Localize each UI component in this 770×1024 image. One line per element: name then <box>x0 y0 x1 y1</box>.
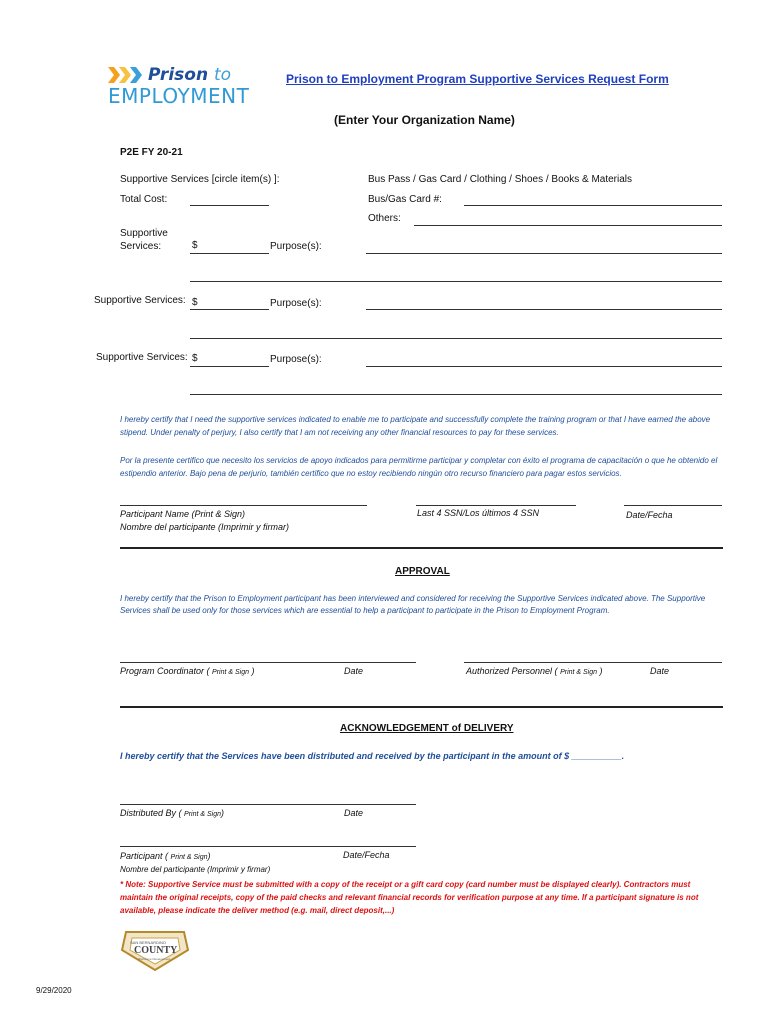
row2-amount-field[interactable] <box>190 309 269 310</box>
participant-name-label: Participant Name (Print & Sign) <box>120 509 246 519</box>
ssn-label: Last 4 SSN/Los últimos 4 SSN <box>417 508 540 518</box>
row2-label: Supportive Services: <box>94 295 186 306</box>
approval-date-label: Date <box>344 666 364 676</box>
others-field[interactable] <box>414 225 722 226</box>
footer-date: 9/29/2020 <box>36 986 72 995</box>
ack-date-label: Date <box>344 808 364 818</box>
seal-main-text: COUNTY <box>134 945 178 956</box>
date-line[interactable] <box>624 505 722 506</box>
logo-word-to: to <box>213 65 232 85</box>
row2-dollar: $ <box>192 297 198 308</box>
submission-note: * Note: Supportive Service must be submitted with a copy of the receipt or a gift card copy (card number must be displayed clearly). Contractors must maintain the original receipts, copy of the paid checks and relevant financial records for verification purpose at any time. If a participant signature is not available, please indicate the deliver method (e.g. mail, direct deposit,...) <box>120 880 699 915</box>
coordinator-sign-line[interactable] <box>120 662 416 663</box>
divider <box>120 547 723 549</box>
organization-logo <box>108 64 248 108</box>
ack-date-fecha-label: Date/Fecha <box>343 850 390 860</box>
card-number-field[interactable] <box>464 205 722 206</box>
row1-dollar: $ <box>192 240 198 251</box>
row3-amount-field[interactable] <box>190 366 269 367</box>
card-number-label: Bus/Gas Card #: <box>368 194 442 205</box>
logo-word-prison: Prison <box>148 65 209 85</box>
participant-ack-label: Participant ( Print & Sign) <box>120 851 211 861</box>
divider-2 <box>120 706 723 708</box>
ack-heading: ACKNOWLEDGEMENT of DELIVERY <box>340 723 514 734</box>
participant-sign-line[interactable] <box>120 505 367 506</box>
ack-text: I hereby certify that the Services have been distributed and received by the participant in the amount of $ __________. <box>120 751 625 761</box>
certification-spanish: Por la presente certifico que necesito los servicios de apoyo indicados para permitirme participar y completar con éxito el programa de capacitación o que he obtenido el estipendio anterior. Bajo pena de perjurio, también certifico que no estoy recibiendo ningún otro recurso financiero para pagar estos servicios. <box>120 456 718 478</box>
fiscal-year: P2E FY 20-21 <box>120 147 183 158</box>
row3-dollar: $ <box>192 353 198 364</box>
authorized-label: Authorized Personnel ( Print & Sign ) <box>466 666 603 676</box>
county-seal <box>118 928 192 972</box>
date-fecha-label: Date/Fecha <box>626 510 673 520</box>
supportive-services-label: Supportive Services [circle item(s) ]: <box>120 174 280 185</box>
row3-purpose-field-2[interactable] <box>190 394 722 395</box>
row2-purpose-field[interactable] <box>366 309 722 310</box>
approval-heading: APPROVAL <box>395 566 450 577</box>
seal-top-text: SAN BERNARDINO <box>130 940 167 945</box>
row1-purpose-field-2[interactable] <box>190 281 722 282</box>
approval-date2-label: Date <box>650 666 670 676</box>
authorized-sign-line[interactable] <box>464 662 722 663</box>
total-cost-field[interactable] <box>190 205 269 206</box>
row3-purpose-label: Purpose(s): <box>270 354 322 365</box>
service-items: Bus Pass / Gas Card / Clothing / Shoes / Books & Materials <box>368 174 633 185</box>
approval-text: I hereby certify that the Prison to Employment participant has been interviewed and considered for receiving the Supportive Services indicated above. The Supportive Services shall be used only for those services which are essential to help a participant to participate in the Prison to Employment Program. <box>120 594 706 615</box>
form-title-link[interactable]: Prison to Employment Program Supportive Services Request Form <box>286 72 669 86</box>
row1-purpose-field[interactable] <box>366 253 722 254</box>
others-label: Others: <box>368 213 401 224</box>
seal-sub-text: Workforce Development <box>138 957 171 961</box>
row2-purpose-label: Purpose(s): <box>270 298 322 309</box>
participant-ack-line[interactable] <box>120 846 416 847</box>
participant-name-label-es: Nombre del participante (Imprimir y firmar) <box>120 522 290 532</box>
row3-label: Supportive Services: <box>96 352 188 363</box>
logo-word-employment: EMPLOYMENT <box>108 84 250 108</box>
chevrons-icon <box>108 66 148 84</box>
distributed-sign-line[interactable] <box>120 804 416 805</box>
organization-name-placeholder: (Enter Your Organization Name) <box>334 113 515 127</box>
row1-purpose-label: Purpose(s): <box>270 241 322 252</box>
total-cost-label: Total Cost: <box>120 194 168 205</box>
coordinator-label: Program Coordinator ( Print & Sign ) <box>120 666 255 676</box>
ack-nombre-label: Nombre del participante (Imprimir y firmar) <box>120 865 271 874</box>
ssn-line[interactable] <box>416 505 576 506</box>
row1-amount-field[interactable] <box>190 253 269 254</box>
row3-purpose-field[interactable] <box>366 366 722 367</box>
certification-english: I hereby certify that I need the supportive services indicated to enable me to participate and successfully complete the training program or that I have earned the above stipend. Under penalty of perjury, I also certify that I am not receiving any other financial resources to pay for these services. <box>120 415 711 437</box>
row1-label: Supportive Services: <box>120 228 168 252</box>
distributed-label: Distributed By ( Print & Sign) <box>120 808 224 818</box>
row2-purpose-field-2[interactable] <box>190 338 722 339</box>
